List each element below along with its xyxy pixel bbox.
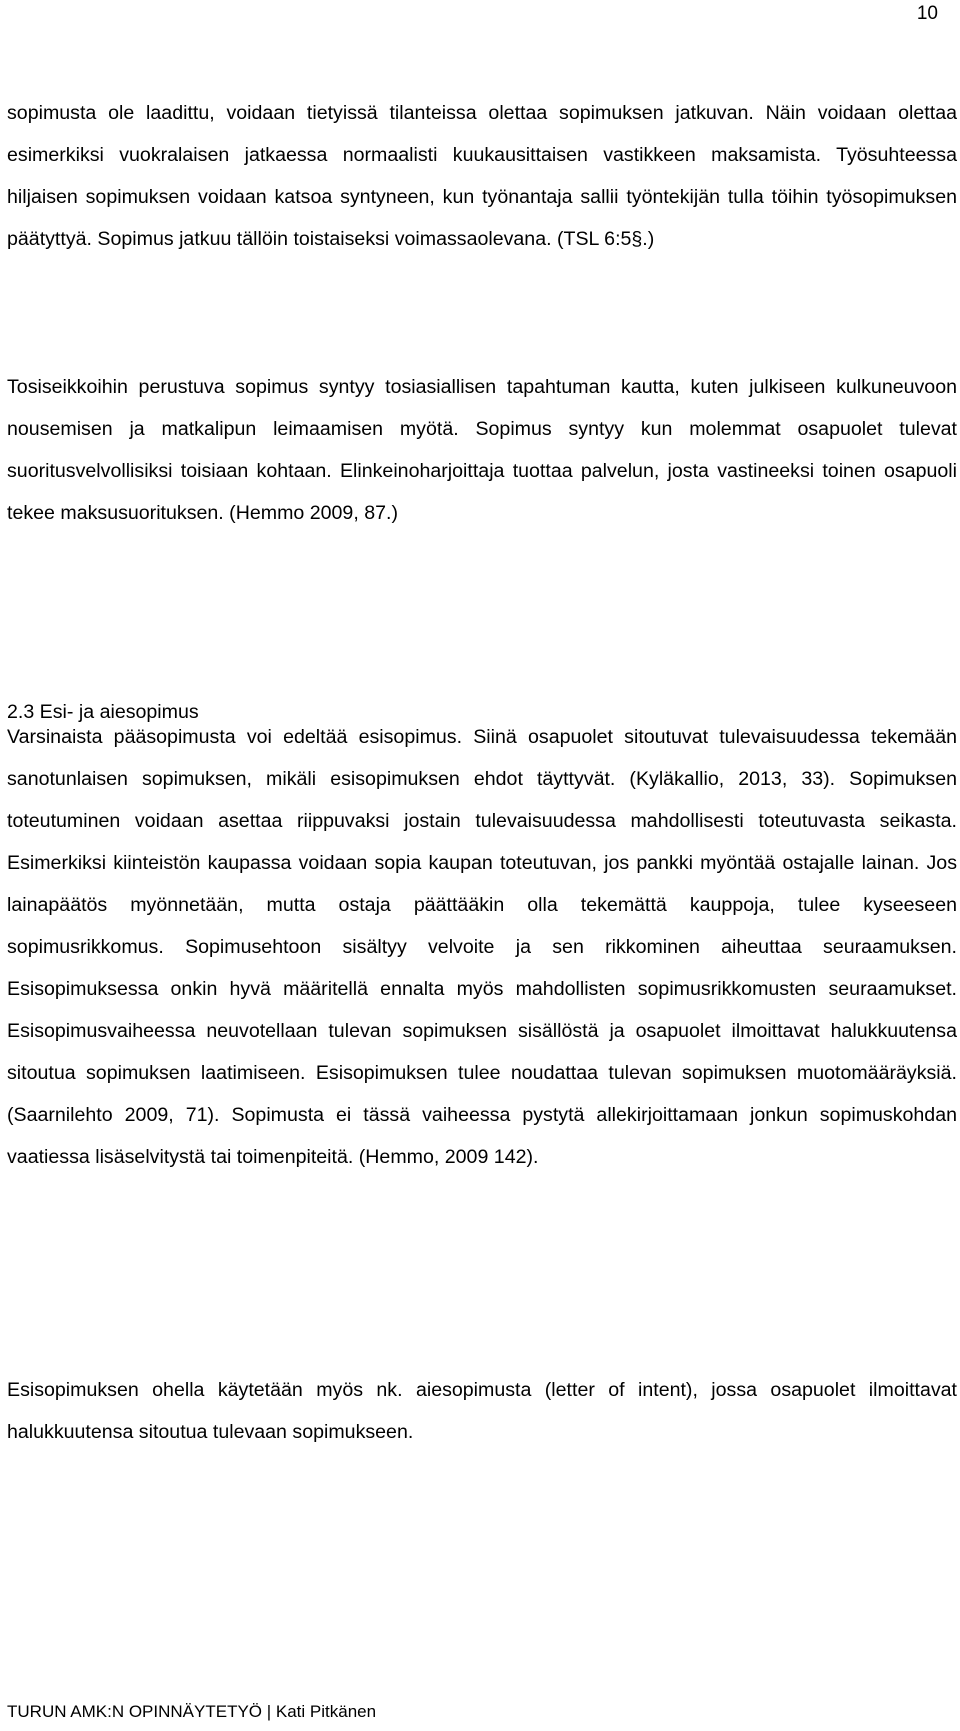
paragraph-tosiseikkoihin: Tosiseikkoihin perustuva sopimus syntyy tosiasiallisen tapahtuman kautta, kuten julkiseen kulkuneuvoon nousemisen ja matkalipun leimaamisen myötä. Sopimus syntyy kun molemmat osapuolet tulevat suoritusvelvollisiksi toisiaan kohtaan. Elinkeinoharjoittaja tuottaa palvelun, josta vastineeksi toinen osapuoli tekee maksusuorituksen. (Hemmo 2009, 87.) xyxy=(7,376,957,524)
paragraph-hiljainen-sopimus: sopimusta ole laadittu, voidaan tietyissä tilanteissa olettaa sopimuksen jatkuvan. Näin voidaan olettaa esimerkiksi vuokralaisen jatkaessa normaalisti kuukausittaisen vastikkeen maksamista. Työsuhteessa hiljaisen sopimuksen voidaan katsoa syntyneen, kun työnantaja sallii työntekijän tulla töihin työsopimuksen päätyttyä. Sopimus jatkuu tällöin toistaiseksi voimassaolevana. (TSL 6:5§.) xyxy=(7,102,957,250)
page-number: 10 xyxy=(916,3,938,24)
footer: TURUN AMK:N OPINNÄYTETYÖ | Kati Pitkänen xyxy=(7,1702,377,1721)
section-heading: 2.3 Esi- ja aiesopimus xyxy=(7,701,199,723)
paragraph-esisopimus: Varsinaista pääsopimusta voi edeltää esisopimus. Siinä osapuolet sitoutuvat tulevaisuudessa tekemään sanotunlaisen sopimuksen, mikäli esisopimuksen ehdot täyttyvät. (Kyläkallio, 2013, 33). Sopimuksen toteutuminen voidaan asettaa riippuvaksi jostain tulevaisuudessa mahdollisesti toteutuvasta seikasta. Esimerkiksi kiinteistön kaupassa voidaan sopia kaupan toteutuvan, jos pankki myöntää ostajalle lainan. Jos lainapäätös myönnetään, mutta ostaja päättääkin olla tekemättä kauppoja, tulee kyseeseen sopimusrikkomus. Sopimusehtoon sisältyy velvoite ja sen rikkominen aiheuttaa seuraamuksen. Esisopimuksessa onkin hyvä määritellä ennalta myös mahdollisten sopimusrikkomusten seuraamukset. Esisopimusvaiheessa neuvotellaan tulevan sopimuksen sisällöstä ja osapuolet ilmoittavat halukkuutensa sitoutua sopimuksen laatimiseen. Esisopimuksen tulee noudattaa tulevan sopimuksen muotomääräyksiä. (Saarnilehto 2009, 71). Sopimusta ei tässä vaiheessa pystytä allekirjoittamaan jonkun sopimuskohdan vaatiessa lisäselvitystä tai toimenpiteitä. (Hemmo, 2009 142). xyxy=(7,726,957,1168)
paragraph-aiesopimus: Esisopimuksen ohella käytetään myös nk. aiesopimusta (letter of intent), jossa osapuolet ilmoittavat halukkuutensa sitoutua tulevaan sopimukseen. xyxy=(7,1379,957,1443)
